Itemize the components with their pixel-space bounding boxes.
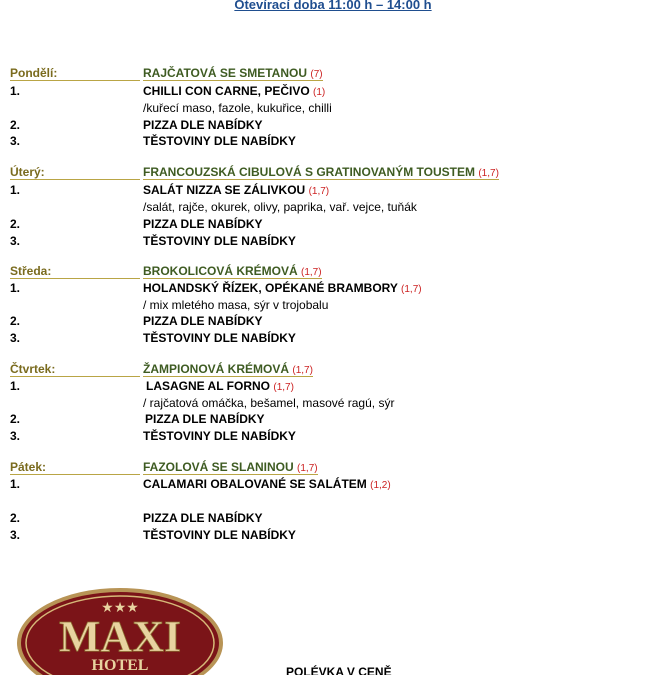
item-number: 1. [10, 477, 21, 491]
item-number: 3. [10, 234, 21, 248]
logo-sub: HOTEL [91, 657, 149, 674]
footer-note: POLÉVKA V CENĚ [286, 665, 392, 675]
day-label: Středa: [10, 264, 140, 279]
day-label: Úterý: [10, 165, 140, 180]
menu-item: PIZZA DLE NABÍDKY [143, 511, 263, 525]
soup-line: FRANCOUZSKÁ CIBULOVÁ S GRATINOVANÝM TOUSTEM (1,7) [143, 165, 499, 179]
item-number: 3. [10, 134, 21, 148]
menu-item: CHILLI CON CARNE, PEČIVO (1) [143, 84, 326, 98]
menu-item: TĚSTOVINY DLE NABÍDKY [143, 331, 296, 345]
menu-item: PIZZA DLE NABÍDKY [145, 412, 265, 426]
allergens: (1,7) [308, 186, 330, 197]
allergens: (1,7) [301, 267, 322, 278]
menu-item: TĚSTOVINY DLE NABÍDKY [143, 528, 296, 542]
opening-hours: Otevírací doba 11:00 h – 14:00 h [234, 0, 432, 12]
soup-line: FAZOLOVÁ SE SLANINOU (1,7) [143, 460, 318, 474]
item-number: 1. [10, 379, 21, 393]
item-number: 2. [10, 314, 21, 328]
allergens: (7) [310, 69, 323, 80]
item-description: /salát, rajče, okurek, olivy, paprika, vař. vejce, tuňák [143, 200, 417, 214]
item-description: / rajčatová omáčka, bešamel, masové ragú, sýr [143, 396, 395, 410]
menu-item: TĚSTOVINY DLE NABÍDKY [143, 134, 296, 148]
item-number: 3. [10, 528, 21, 542]
menu-item: CALAMARI OBALOVANÉ SE SALÁTEM (1,2) [143, 477, 391, 491]
item-number: 1. [10, 84, 21, 98]
allergens: (1,7) [297, 463, 318, 474]
item-number: 2. [10, 511, 21, 525]
item-number: 2. [10, 217, 21, 231]
menu-item: PIZZA DLE NABÍDKY [143, 314, 263, 328]
menu-item: PIZZA DLE NABÍDKY [143, 217, 263, 231]
item-number: 2. [10, 118, 21, 132]
allergens: (1,7) [401, 284, 422, 295]
soup-line: RAJČATOVÁ SE SMETANOU (7) [143, 66, 323, 80]
day-label: Pátek: [10, 460, 140, 475]
item-description: /kuřecí maso, fazole, kukuřice, chilli [143, 101, 332, 115]
soup-line: BROKOLICOVÁ KRÉMOVÁ (1,7) [143, 264, 322, 278]
item-number: 1. [10, 281, 21, 295]
item-number: 3. [10, 429, 21, 443]
allergens: (1,7) [273, 382, 294, 393]
menu-item: HOLANDSKÝ ŘÍZEK, OPÉKANÉ BRAMBORY (1,7) [143, 281, 422, 295]
menu-item: TĚSTOVINY DLE NABÍDKY [143, 234, 296, 248]
stars-icon: ★★★ [101, 601, 139, 616]
soup-line: ŽAMPIONOVÁ KRÉMOVÁ (1,7) [143, 362, 313, 376]
allergens: (1,7) [292, 365, 313, 376]
menu-item: SALÁT NIZZA SE ZÁLIVKOU (1,7) [143, 183, 330, 197]
item-description: / mix mletého masa, sýr v trojobalu [143, 298, 329, 312]
allergens: (1,2) [370, 480, 391, 491]
allergens: (1,7) [478, 168, 499, 179]
menu-item: TĚSTOVINY DLE NABÍDKY [143, 429, 296, 443]
day-label: Pondělí: [10, 66, 140, 81]
allergens: (1) [313, 87, 326, 98]
item-number: 1. [10, 183, 21, 197]
logo-brand: MAXI [58, 612, 182, 661]
maxi-hotel-logo [16, 585, 224, 675]
menu-item: LASAGNE AL FORNO (1,7) [146, 379, 294, 393]
item-number: 2. [10, 412, 21, 426]
day-label: Čtvrtek: [10, 362, 140, 377]
menu-item: PIZZA DLE NABÍDKY [143, 118, 263, 132]
item-number: 3. [10, 331, 21, 345]
